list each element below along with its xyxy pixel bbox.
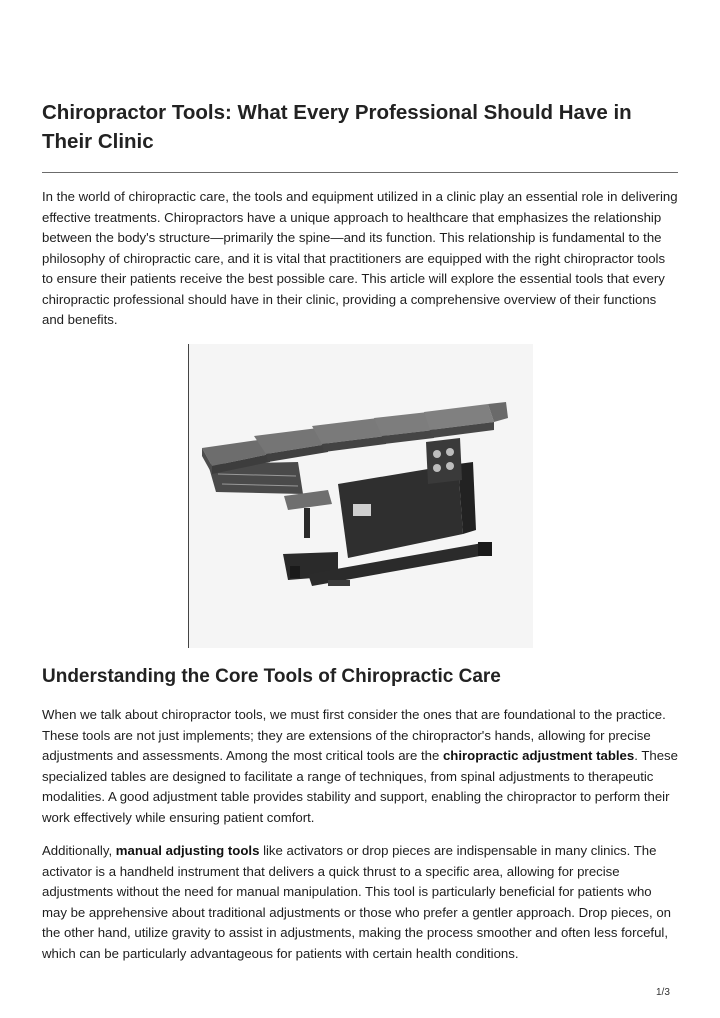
bold-term-adjustment-tables: chiropractic adjustment tables [442, 748, 635, 763]
paragraph-text: When we talk about chiropractor tools, we must first consider the ones that are foundational to the practice. These tools are not just implements; they are extensions of the chiropractor's hands, allowing for precise adjustments and assessments. Among the most critical tools are the [42, 707, 666, 763]
chiropractic-table-illustration [188, 344, 533, 648]
adjustment-table-image [188, 344, 533, 648]
paragraph-core-tools [42, 705, 678, 828]
paragraph-text: Additionally, [42, 843, 116, 858]
section-heading: Understanding the Core Tools of Chiropractic Care [42, 666, 501, 687]
paragraph-manual-tools [42, 841, 678, 964]
bold-term-manual-tools: manual adjusting tools [115, 843, 260, 858]
image-left-edge [188, 344, 189, 648]
title-divider [42, 172, 678, 173]
page-number: 1/3 [656, 987, 670, 998]
article-title: Chiropractor Tools: What Every Professional Should Have in Their Clinic [42, 101, 632, 153]
paragraph-text: . These specialized tables are designed to facilitate a range of techniques, from spinal adjustments to therapeutic modalities. A good adjustment table provides stability and support, enabling the chiropractor to perform their work effectively while ensuring patient comfort. [42, 748, 678, 825]
intro-paragraph: In the world of chiropractic care, the tools and equipment utilized in a clinic play an essential role in delivering effective treatments. Chiropractors have a unique approach to healthcare that emphasizes the relationship between the body's structure—primarily the spine—and its function. This relationship is fundamental to the philosophy of chiropractic care, and it is vital that practitioners are equipped with the right chiropractor tools to ensure their patients receive the best possible care. This article will explore the essential tools that every chiropractic professional should have in their clinic, providing a comprehensive overview of their functions and benefits. [42, 189, 678, 327]
paragraph-text: like activators or drop pieces are indispensable in many clinics. The activator is a handheld instrument that delivers a quick thrust to a specific area, allowing for precise adjustments without the need for manual manipulation. This tool is particularly beneficial for patients who may be apprehensive about traditional adjustments or those who prefer a gentler approach. Drop pieces, on the other hand, utilize gravity to assist in adjustments, making the process smoother and often less forceful, which can be particularly advantageous for patients with certain health conditions. [42, 843, 671, 961]
